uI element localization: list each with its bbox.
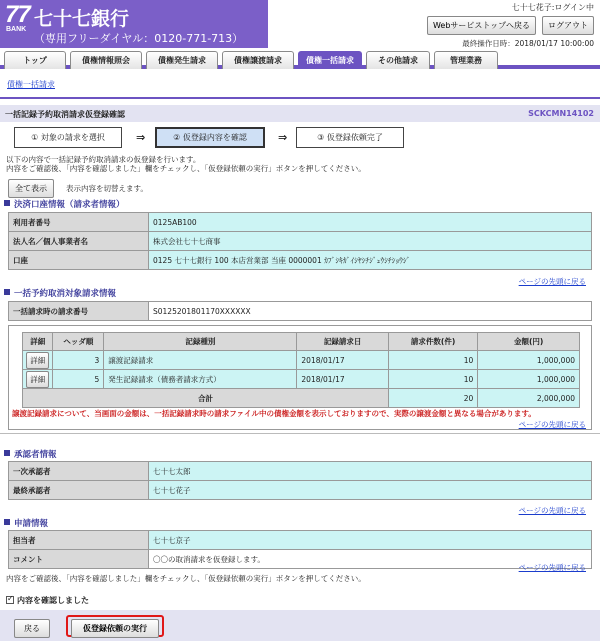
application-section-heading: 申請情報 bbox=[4, 517, 48, 529]
header bbox=[0, 0, 600, 48]
step-complete: ③ 仮登録依頼完了 bbox=[296, 127, 404, 148]
record-kind-cell: 譲渡記録請求 bbox=[104, 351, 297, 370]
tab-admin[interactable]: 管理業務 bbox=[434, 51, 498, 69]
comment-value: 〇〇の取消請求を仮登録します。 bbox=[149, 550, 592, 569]
back-to-top-link[interactable]: ページの先頭に戻る bbox=[518, 420, 586, 429]
logout-button[interactable]: ログアウト bbox=[542, 16, 594, 35]
table-row bbox=[9, 531, 592, 550]
table-row bbox=[9, 550, 592, 569]
account-value: 0125 七十七銀行 100 本店営業部 当座 0000001 ｶﾌﾞｼｷｶﾞｲｼﾔｼﾁｼﾞｭｳｼﾁｼｮｳｼﾞ bbox=[149, 251, 592, 270]
request-count-cell: 10 bbox=[388, 351, 477, 370]
bank-logo-banner bbox=[0, 0, 268, 48]
col-request-date: 記録請求日 bbox=[297, 333, 388, 351]
step-arrow-icon: ⇒ bbox=[278, 131, 288, 144]
approver-section-heading: 承認者情報 bbox=[4, 448, 57, 460]
screen-code: SCKCMN14102 bbox=[528, 109, 594, 118]
col-header-order: ヘッダ順 bbox=[53, 333, 104, 351]
section-bullet-icon bbox=[4, 450, 10, 456]
detail-button[interactable]: 詳細 bbox=[26, 352, 49, 369]
step-confirm-content: ② 仮登録内容を確認 bbox=[155, 127, 265, 148]
tab-batch-request[interactable]: 債権一括請求 bbox=[298, 51, 362, 69]
field-label: 最終承認者 bbox=[9, 481, 149, 500]
col-request-count: 請求件数(件) bbox=[388, 333, 477, 351]
table-row bbox=[9, 481, 592, 500]
toll-free-number: （専用フリーダイヤル：0120-771-713） bbox=[34, 32, 244, 45]
total-count: 20 bbox=[388, 389, 477, 408]
back-to-top-link[interactable]: ページの先頭に戻る bbox=[518, 563, 586, 572]
table-row bbox=[23, 351, 580, 370]
col-record-kind: 記録種別 bbox=[104, 333, 297, 351]
header-order-cell: 5 bbox=[53, 370, 104, 389]
confirm-note: 内容をご確認後、「内容を確認しました」欄をチェックし、「仮登録依頼の実行」ボタンを押してください。 bbox=[6, 574, 366, 583]
section-bullet-icon bbox=[4, 289, 10, 295]
divider bbox=[0, 433, 600, 434]
amount-warning: 譲渡記録請求について、当画面の金額は、一括記録請求時の請求ファイル中の債権金額を表示しておりますので、実際の譲渡金額と異なる場合があります。 bbox=[12, 409, 536, 418]
tab-transfer-request[interactable]: 債権譲渡請求 bbox=[222, 51, 294, 69]
col-detail: 詳細 bbox=[23, 333, 53, 351]
back-button[interactable]: 戻る bbox=[14, 619, 50, 638]
total-label: 合計 bbox=[23, 389, 389, 408]
request-date-cell: 2018/01/17 bbox=[297, 370, 388, 389]
tab-issue-request[interactable]: 債権発生請求 bbox=[146, 51, 218, 69]
field-label: 担当者 bbox=[9, 531, 149, 550]
confirm-checkbox-row[interactable] bbox=[6, 595, 89, 606]
intro-text bbox=[6, 155, 366, 173]
company-name-value: 株式会社七十七商事 bbox=[149, 232, 592, 251]
field-label: 一括請求時の請求番号 bbox=[9, 302, 149, 321]
approver-table bbox=[8, 461, 592, 500]
total-amount: 2,000,000 bbox=[478, 389, 580, 408]
bottom-action-bar bbox=[0, 610, 600, 641]
main-tab-bar bbox=[0, 49, 600, 69]
show-all-description: 表示内容を切替えます。 bbox=[66, 184, 148, 193]
execute-provisional-registration-button[interactable]: 仮登録依頼の実行 bbox=[71, 619, 159, 638]
header-user-area bbox=[427, 2, 594, 49]
intro-line-2: 内容をご確認後、「内容を確認しました」欄をチェックし、「仮登録依頼の実行」ボタンを押してください。 bbox=[6, 164, 366, 173]
table-row bbox=[9, 302, 592, 321]
header-order-cell: 3 bbox=[53, 351, 104, 370]
back-to-top-link[interactable]: ページの先頭に戻る bbox=[518, 277, 586, 286]
total-row bbox=[23, 389, 580, 408]
step-select-target: ① 対象の請求を選択 bbox=[14, 127, 122, 148]
logo-number: 77 bbox=[5, 1, 30, 28]
last-operation-time: 最終操作日時：2018/01/17 10:00:00 bbox=[462, 39, 594, 48]
table-row bbox=[9, 251, 592, 270]
field-label: 一次承認者 bbox=[9, 462, 149, 481]
settlement-section-heading: 決済口座情報（請求者情報） bbox=[4, 198, 125, 210]
user-number-value: 0125AB100 bbox=[149, 213, 592, 232]
table-row bbox=[23, 370, 580, 389]
show-all-button[interactable]: 全て表示 bbox=[8, 179, 54, 198]
table-row bbox=[9, 462, 592, 481]
web-service-top-button[interactable]: Webサービストップへ戻る bbox=[427, 16, 536, 35]
settlement-table bbox=[8, 212, 592, 270]
tab-claim-inquiry[interactable]: 債権情報照会 bbox=[70, 51, 142, 69]
section-bullet-icon bbox=[4, 200, 10, 206]
person-in-charge-value: 七十七京子 bbox=[149, 531, 592, 550]
divider bbox=[0, 97, 600, 99]
amount-cell: 1,000,000 bbox=[478, 370, 580, 389]
field-label: 利用者番号 bbox=[9, 213, 149, 232]
section-bullet-icon bbox=[4, 519, 10, 525]
request-number-table bbox=[8, 301, 592, 321]
detail-button[interactable]: 詳細 bbox=[26, 371, 49, 388]
tab-top[interactable]: トップ bbox=[4, 51, 66, 69]
subnav-batch-request[interactable]: 債権一括請求 bbox=[7, 80, 55, 89]
amount-cell: 1,000,000 bbox=[478, 351, 580, 370]
request-count-cell: 10 bbox=[388, 370, 477, 389]
tab-other-request[interactable]: その他請求 bbox=[366, 51, 430, 69]
field-label: 口座 bbox=[9, 251, 149, 270]
record-detail-table bbox=[22, 332, 580, 408]
page-title: 一括記録予約取消請求仮登録確認 bbox=[5, 110, 125, 119]
login-status: 七十七花子:ログイン中 bbox=[511, 3, 594, 12]
request-date-cell: 2018/01/17 bbox=[297, 351, 388, 370]
field-label: コメント bbox=[9, 550, 149, 569]
final-approver-value: 七十七花子 bbox=[149, 481, 592, 500]
table-row bbox=[9, 213, 592, 232]
first-approver-value: 七十七太郎 bbox=[149, 462, 592, 481]
table-header-row bbox=[23, 333, 580, 351]
record-kind-cell: 発生記録請求（債務者請求方式） bbox=[104, 370, 297, 389]
confirm-checkbox-label[interactable]: 内容を確認しました bbox=[17, 596, 89, 605]
col-amount: 金額(円) bbox=[478, 333, 580, 351]
request-number-value: S0125201801170XXXXXX bbox=[149, 302, 592, 321]
confirm-checkbox[interactable] bbox=[6, 596, 14, 604]
page-title-bar bbox=[0, 105, 600, 122]
intro-line-1: 以下の内容で一括記録予約取消請求の仮登録を行います。 bbox=[6, 155, 201, 164]
step-arrow-icon: ⇒ bbox=[136, 131, 146, 144]
bank-name: 七十七銀行 bbox=[34, 8, 130, 30]
back-to-top-link[interactable]: ページの先頭に戻る bbox=[518, 506, 586, 515]
field-label: 法人名／個人事業者名 bbox=[9, 232, 149, 251]
execute-highlight bbox=[66, 615, 164, 637]
logo-bank-text: BANK bbox=[6, 26, 27, 33]
application-table bbox=[8, 530, 592, 569]
table-row bbox=[9, 232, 592, 251]
cancel-target-section-heading: 一括予約取消対象請求情報 bbox=[4, 287, 116, 299]
